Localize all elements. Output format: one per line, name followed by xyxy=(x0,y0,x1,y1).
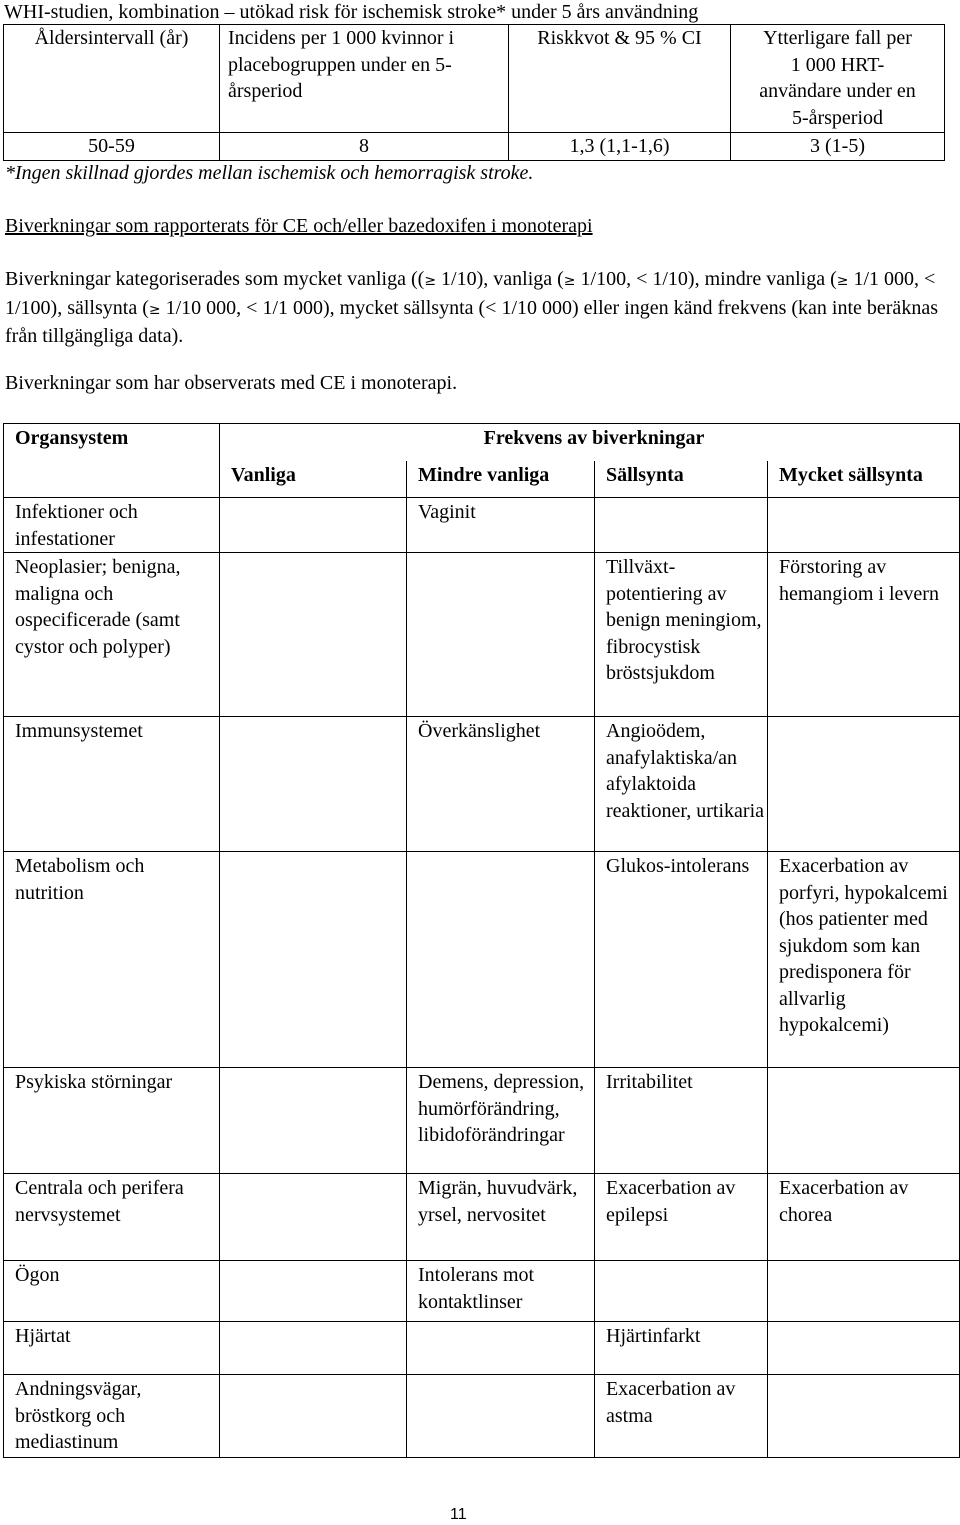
header-line: Riskkvot & 95 % CI xyxy=(537,27,702,49)
table-cell xyxy=(768,1375,960,1458)
header-line: årsperiod xyxy=(228,80,303,102)
table-row xyxy=(4,1261,960,1322)
table-cell: Irritabilitet xyxy=(595,1068,768,1174)
table-row xyxy=(4,553,960,717)
table-cell xyxy=(220,717,407,852)
table-cell xyxy=(220,1261,407,1322)
table-cell xyxy=(220,1322,407,1375)
table-cell: Immunsystemet xyxy=(4,717,220,852)
table-cell: Intolerans mot kontaktlinser xyxy=(407,1261,595,1322)
para-text: 1/10), vanliga ( xyxy=(436,268,564,290)
header-line: 1 000 HRT- xyxy=(790,53,885,76)
header-line: placebogruppen under en 5- xyxy=(228,53,452,76)
table-cell: Angioödem, anafylaktiska/an afylaktoida reaktioner, urtikaria xyxy=(595,717,768,852)
column-header: Sällsynta xyxy=(595,461,768,498)
table-cell xyxy=(407,852,595,1068)
table-cell: 50-59 xyxy=(4,133,220,161)
table-row xyxy=(4,1375,960,1458)
organ-system-header: Organsystem xyxy=(4,424,220,498)
header-line: Ytterligare fall per xyxy=(763,27,912,49)
table-cell: 1,3 (1,1-1,6) xyxy=(509,133,731,161)
table-header-row xyxy=(4,424,960,461)
table-cell xyxy=(595,498,768,553)
table-cell xyxy=(407,1375,595,1458)
para-text: 1/100, < 1/10), mindre vanliga ( xyxy=(575,268,837,290)
table-cell: Migrän, huvudvärk, yrsel, nervositet xyxy=(407,1174,595,1261)
ge-symbol: ≥ xyxy=(148,301,161,318)
table-cell xyxy=(768,717,960,852)
table-cell xyxy=(768,1261,960,1322)
table-cell: Hjärtinfarkt xyxy=(595,1322,768,1375)
stroke-risk-table xyxy=(3,24,945,161)
table-cell xyxy=(768,498,960,553)
table-cell xyxy=(220,1375,407,1458)
table-cell: Överkänslighet xyxy=(407,717,595,852)
table-cell: Hjärtat xyxy=(4,1322,220,1375)
table-cell xyxy=(595,1261,768,1322)
table-cell xyxy=(407,1322,595,1375)
table-cell: Demens, depression, humörförändring, libidoförändringar xyxy=(407,1068,595,1174)
header-cell xyxy=(220,25,509,133)
ge-symbol: ≥ xyxy=(563,273,576,289)
table-cell: Förstoring av hemangiom i levern xyxy=(768,553,960,717)
frequency-header: Frekvens av biverkningar xyxy=(220,424,960,461)
table-cell: Tillväxt-potentiering av benign meningiom, fibrocystisk bröstsjukdom xyxy=(595,553,768,717)
table-cell xyxy=(220,1068,407,1174)
table-cell xyxy=(220,498,407,553)
para-text: Biverkningar kategoriserades som mycket vanliga (( xyxy=(5,268,425,290)
table-cell: Exacerbation av porfyri, hypokalcemi (hos patienter med sjukdom som kan predisponera för allvarlig hypokalcemi) xyxy=(768,852,960,1068)
table-cell: Glukos-intolerans xyxy=(595,852,768,1068)
footnote: *Ingen skillnad gjordes mellan ischemisk och hemorragisk stroke. xyxy=(5,162,534,184)
section-heading: Biverkningar som rapporterats för CE och/eller bazedoxifen i monoterapi xyxy=(5,215,593,237)
table-cell: Exacerbation av epilepsi xyxy=(595,1174,768,1261)
table-row xyxy=(4,133,945,161)
table-cell: Exacerbation av chorea xyxy=(768,1174,960,1261)
ge-symbol: ≥ xyxy=(836,273,849,289)
header-cell xyxy=(509,25,731,133)
para-text: 1/1 000, < 1/100), sällsynta ( xyxy=(5,268,936,319)
frequency-paragraph xyxy=(5,266,955,350)
ge-symbol: ≥ xyxy=(424,273,437,289)
column-header: Mycket sällsynta xyxy=(768,461,960,498)
header-line: Åldersintervall (år) xyxy=(34,27,189,49)
table-row xyxy=(4,1322,960,1375)
table-cell: Exacerbation av astma xyxy=(595,1375,768,1458)
table-row xyxy=(4,717,960,852)
header-line: Incidens per 1 000 kvinnor i xyxy=(228,27,455,49)
table-cell xyxy=(407,553,595,717)
header-cell xyxy=(731,25,945,133)
table-row xyxy=(4,852,960,1068)
table-cell: Andningsvägar, bröstkorg och mediastinum xyxy=(4,1375,220,1458)
column-header: Vanliga xyxy=(220,461,407,498)
table-row xyxy=(4,1068,960,1174)
table-cell xyxy=(768,1068,960,1174)
para-text: 1/10 000, < 1/1 000), mycket sällsynta (< 1/10 000) eller ingen känd frekvens (kan inte beräknas från tillgängliga data). xyxy=(5,296,938,347)
table-row xyxy=(4,1174,960,1261)
header-line: användare under en xyxy=(759,80,916,102)
table-cell: 8 xyxy=(220,133,509,161)
table-cell: Psykiska störningar xyxy=(4,1068,220,1174)
table-header-row xyxy=(4,25,945,133)
adverse-reactions-table xyxy=(3,423,960,1458)
header-cell xyxy=(4,25,220,133)
intro-text: Biverkningar som har observerats med CE i monoterapi. xyxy=(5,372,458,394)
table-cell xyxy=(220,1174,407,1261)
table-cell xyxy=(220,852,407,1068)
table-cell: Metabolism och nutrition xyxy=(4,852,220,1068)
table-cell: Ögon xyxy=(4,1261,220,1322)
table-cell xyxy=(220,553,407,717)
table-cell: Infektioner och infestationer xyxy=(4,498,220,553)
table-row xyxy=(4,498,960,553)
table-cell xyxy=(768,1322,960,1375)
header-line: 5-årsperiod xyxy=(791,106,884,129)
table-cell: Vaginit xyxy=(407,498,595,553)
table-title: WHI-studien, kombination – utökad risk för ischemisk stroke* under 5 års användning xyxy=(4,1,699,23)
table-cell: Centrala och perifera nervsystemet xyxy=(4,1174,220,1261)
table-cell: Neoplasier; benigna, maligna och ospecificerade (samt cystor och polyper) xyxy=(4,553,220,717)
column-header: Mindre vanliga xyxy=(407,461,595,498)
page-number: 11 xyxy=(450,1506,467,1523)
table-cell: 3 (1-5) xyxy=(731,133,945,161)
